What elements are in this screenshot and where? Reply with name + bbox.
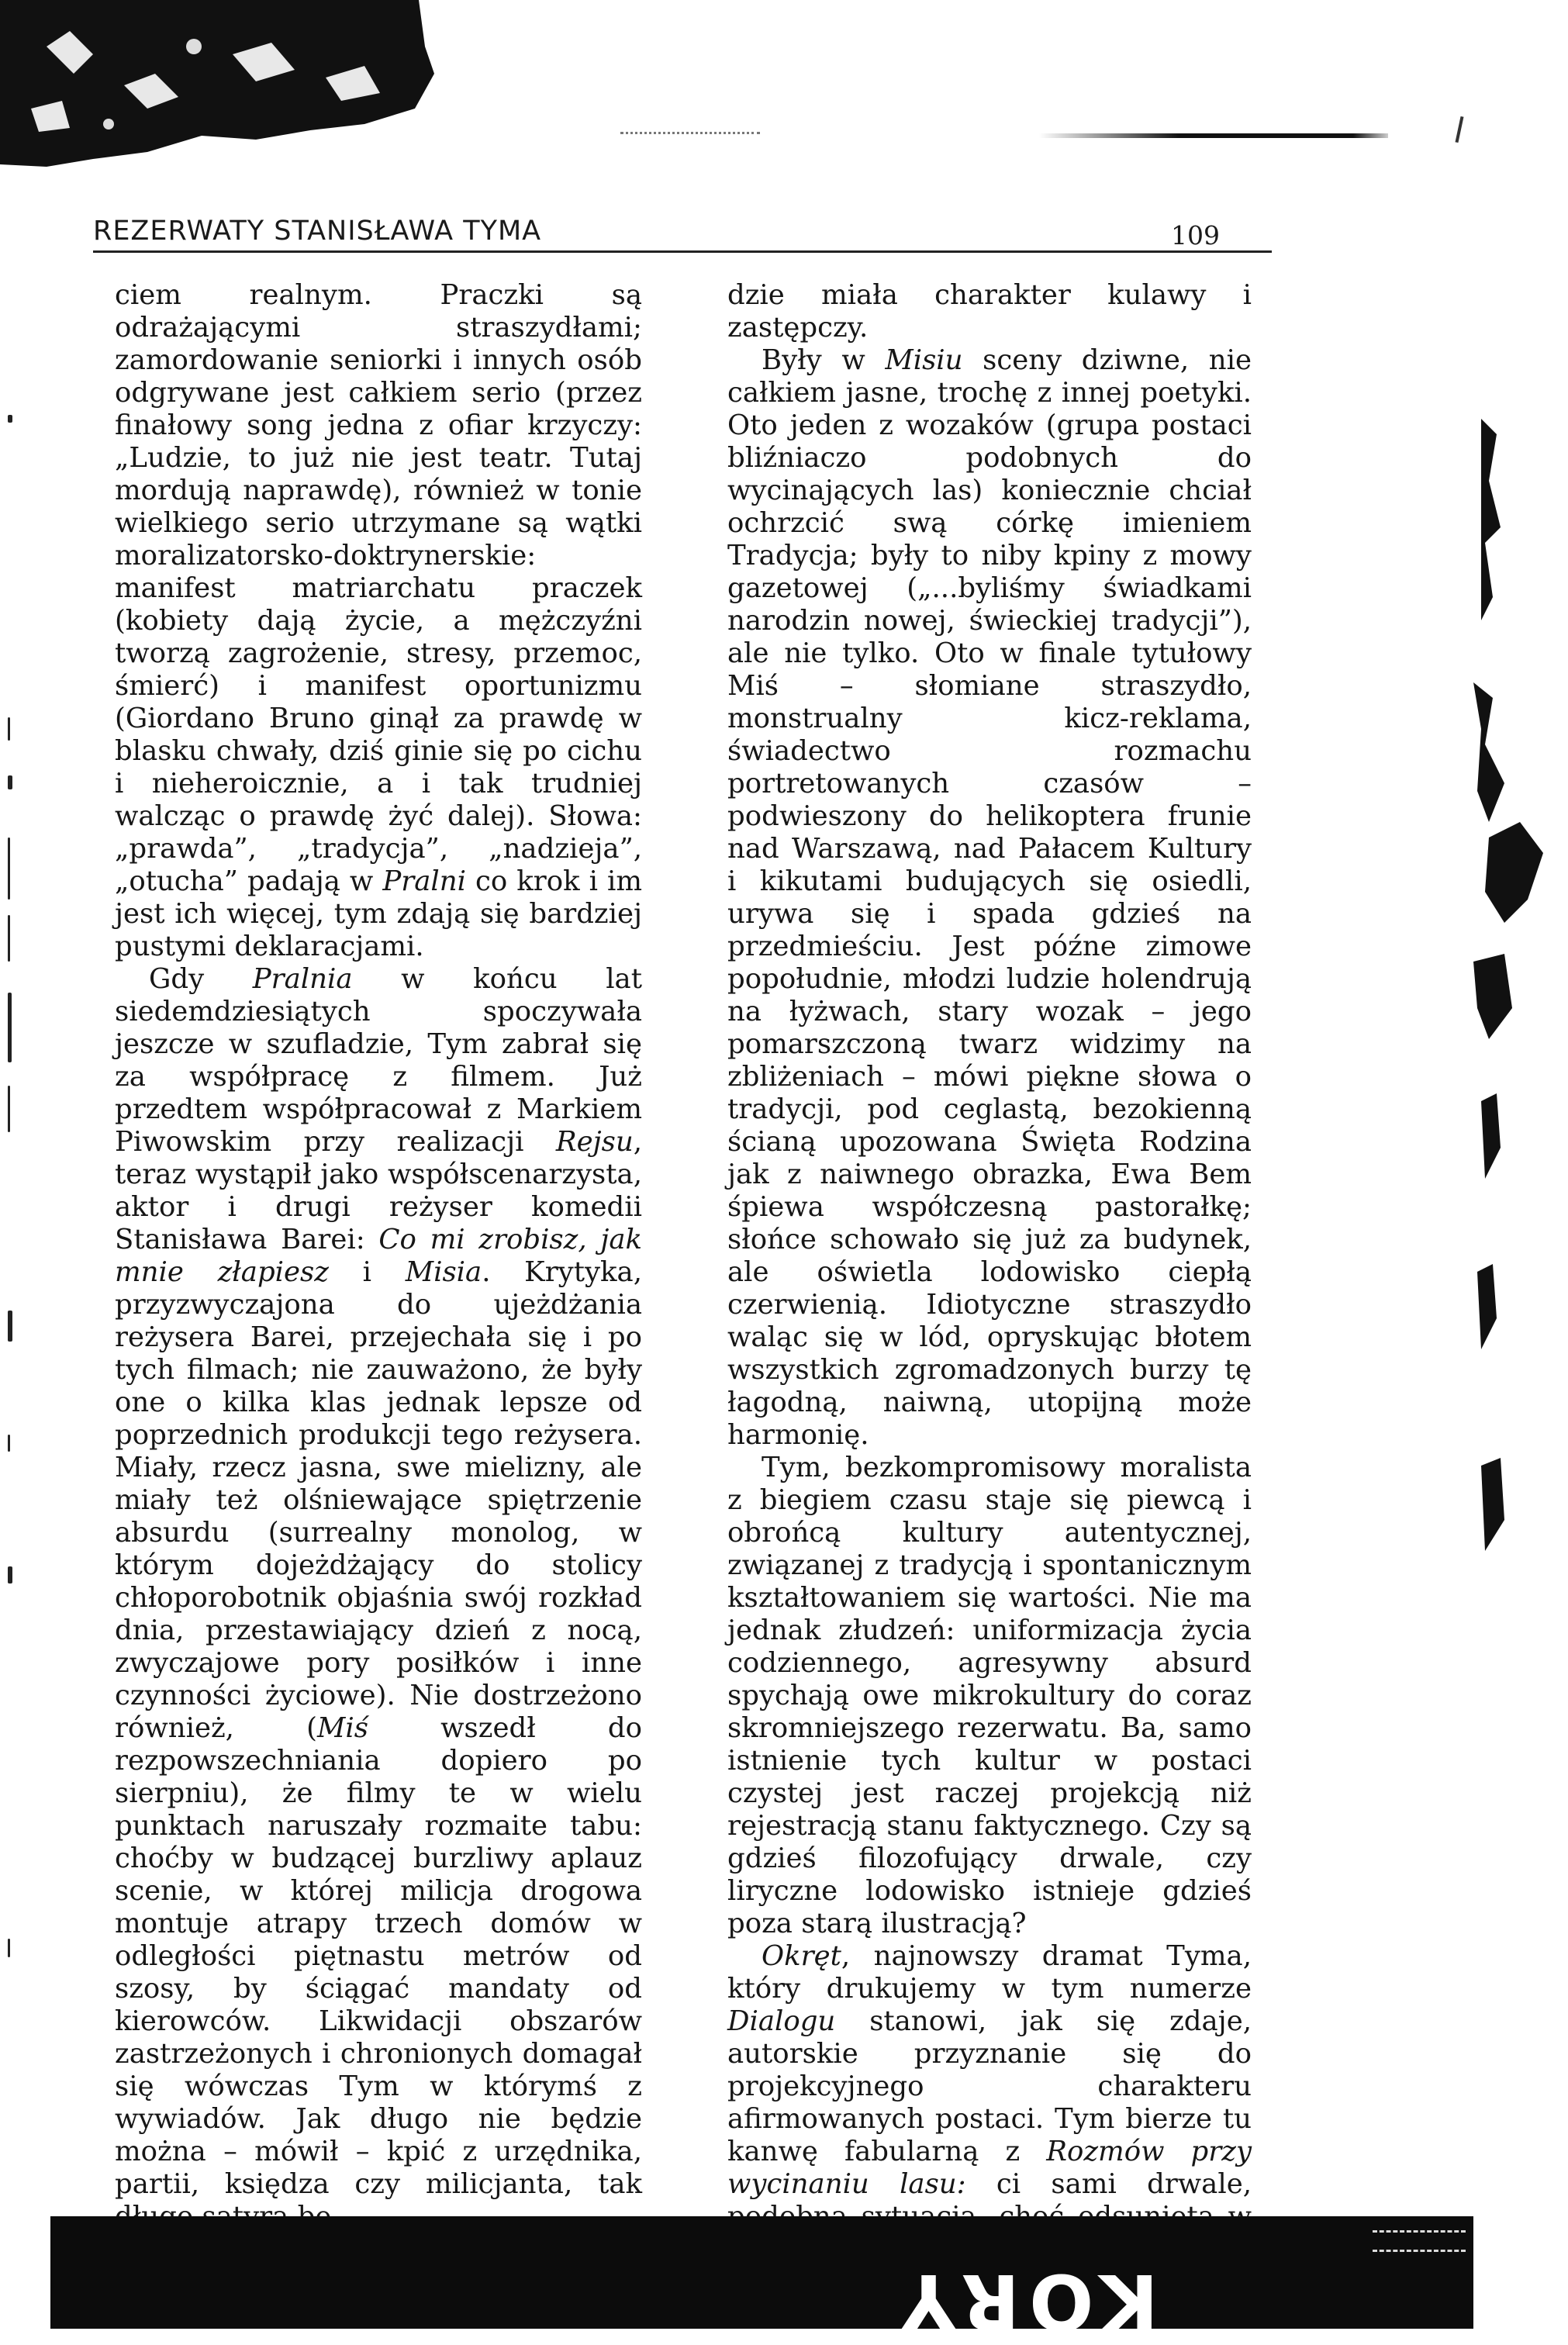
text-run: sceny dziwne, nie całkiem jasne, trochę z innej poetyki. Oto jeden z wozaków (grupa postaci bliźniaczo podobnych do wycinających las) koniecznie chciał ochrzcić swą córkę imieniem Tradycja; były to niby kpiny z mowy gazetowej („...byliśmy świadkami narodzin nowej, świeckiej tradycji”), ale nie tylko. Oto w finale tytułowy Miś – słomiane straszydło, monstrualny kicz-reklama, świadectwo rozmachu portretowanych czasów – podwieszony do helikoptera frunie nad Warszawą, nad Pałacem Kultury i kikutami budujących się osiedli, urywa się i spada gdzieś na przedmieściu. Jest późne zimowe popołudnie, młodzi ludzie holendrują na łyżwach, stary wozak – jego pomarszczoną twarz widzimy na zbliżeniach – mówi piękne słowa o tradycji, pod ceglastą, bezokienną ścianą upozowana Święta Rodzina jak z naiwnego obrazka, Ewa Bem śpiewa współczesną pastorałkę; słońce schowało się już za budynek, ale oświetla lodowisko ciepłą czerwienią. Idiotyczne straszydło waląc się w lód, opryskując błotem wszystkich zgromadzonych burzy tę łagodną, naiwną, utopijną może harmonię.	[727, 344, 1252, 1451]
text-run: co krok i im jest ich więcej, tym zdają się bardziej pustymi deklaracjami.	[115, 865, 642, 962]
text-run: ciem realnym. Praczki są odrażającymi straszydłami; zamordowanie seniorki i innych osób odgrywane jest całkiem serio (przez finałowy song jedna z ofiar krzyczy: „Ludzie, to już nie jest teatr. Tutaj mordują naprawdę), również w tonie wielkiego serio utrzymane są wątki moralizatorsko-doktrynerskie: manifest matriarchatu praczek (kobiety dają życie, a mężczyźni tworzą zagrożenie, stresy, przemoc, śmierć) i manifest oportunizmu (Giordano Bruno ginął za prawdę w blasku chwały, dziś ginie się po cichu i nieheroicznie, a i tak trudniej walcząc o prawdę żyć dalej). Słowa: „prawda”, „tradycja”, „nadzieja”, „otucha” padają w	[115, 279, 642, 897]
right-margin-binding-marks	[1458, 419, 1568, 1582]
paragraph	[727, 279, 1252, 344]
italic-title: Misia	[405, 1256, 482, 1288]
text-run: Tym, bezkompromisowy moralista z biegiem czasu staje się piewcą i obrońcą kultury autentycznej, związanej z tradycją i spontanicznym kształtowaniem się wartości. Nie ma jednak złudzeń: uniformizacja życia codziennego, agresywny absurd spychają owe mikrokultury do coraz skromniejszego rezerwatu. Ba, samo istnienie tych kultur w postaci czystej jest raczej projekcją niż rejestracją stanu faktycznego. Czy są gdzieś filozofujący drwale, czy liryczne lodowisko istnieje gdzieś poza starą ilustracją?	[727, 1452, 1252, 1939]
scan-corner-mark	[1456, 116, 1464, 143]
scan-top-rule	[1039, 133, 1388, 138]
text-run: Gdy	[149, 963, 253, 995]
paragraph	[115, 963, 642, 2233]
text-run: i	[328, 1256, 406, 1288]
italic-title: Pralni	[382, 865, 466, 897]
text-run: wszedł do rezpowszechniania dopiero po sierpniu), że filmy te w wielu punktach naruszały rozmaite tabu: choćby w budzącej burzliwy aplauz scenie, w której milicja drogowa montuje atrapy trzech domów w odległości piętnastu metrów od szosy, by ściągać mandaty od kierowców. Likwidacji obszarów zastrzeżonych i chronionych domagał się wówczas Tym w którymś z wywiadów. Jak długo nie będzie można – mówił – kpić z urzędnika, partii, księdza czy milicjanta, tak	[115, 1712, 643, 2200]
text-run: , najnowszy dramat Tyma, który drukujemy w tym numerze	[727, 1940, 1252, 2005]
scan-bottom-band	[50, 2216, 1473, 2329]
italic-title: Pralnia	[252, 963, 353, 995]
text-run: Były w	[762, 344, 886, 376]
text-run: stanowi, jak się zdaje, autorskie przyznanie się do projekcyjnego charakteru afirmowanych postaci. Tym bierze tu kanwę fabularną z	[727, 2005, 1252, 2167]
paragraph	[727, 344, 1252, 1452]
text-run: dzie miała charakter kulawy i zastępczy.	[727, 279, 1252, 344]
bottom-strip-text: KORY	[892, 2257, 1159, 2345]
text-run: , teraz wystąpił jako współscenarzysta, aktor i drugi reżyser komedii Stanisława Barei:	[115, 1126, 642, 1255]
paragraph	[727, 1452, 1252, 1940]
italic-title: Dialogu	[727, 2005, 836, 2037]
text-run: ci sami drwale,	[996, 2168, 1252, 2200]
italic-title: Miś	[317, 1712, 368, 1744]
left-text-column	[115, 279, 642, 2233]
paragraph	[115, 279, 642, 963]
italic-title: Rejsu	[555, 1126, 634, 1158]
scan-barcode-mark	[1373, 2230, 1466, 2252]
scan-dotted-mark	[620, 132, 760, 136]
italic-title: Rozmów przy wycinaniu lasu:	[727, 2136, 1252, 2200]
text-run: . Krytyka, przyzwyczajona do ujeżdżania reżysera Barei, przejechała się i po tych filmach; nie zauważono, że były one o kilka klas jednak lepsze od poprzednich produkcji tego reżysera. Miały, rzecz jasna, swe mielizny, ale miały też olśniewające spiętrzenie absurdu (surrealny monolog, w którym dojeżdżający do stolicy chłoporobotnik objaśnia swój rozkład dnia, przestawiający dzień z nocą, zwyczajowe pory posiłków i inne czynności życiowe). Nie dostrzeżono również, (	[115, 1256, 642, 1744]
italic-title: Misiu	[885, 344, 963, 376]
text-run: w końcu lat siedemdziesiątych spoczywała jeszcze w szufladzie, Tym zabrał się za współpracę z filmem. Już przedtem współpracował z Markiem Piwowskim przy realizacji	[115, 963, 642, 1158]
running-title: REZERWATY STANISŁAWA TYMA	[93, 216, 542, 247]
header-rule	[93, 250, 1272, 253]
page-number: 109	[1171, 220, 1220, 250]
italic-title: Okręt	[762, 1940, 841, 1972]
italic-title: Co mi zrobisz, jak mnie złapiesz	[115, 1224, 643, 1288]
right-text-column	[727, 279, 1252, 2266]
scan-ink-blot	[0, 0, 434, 167]
